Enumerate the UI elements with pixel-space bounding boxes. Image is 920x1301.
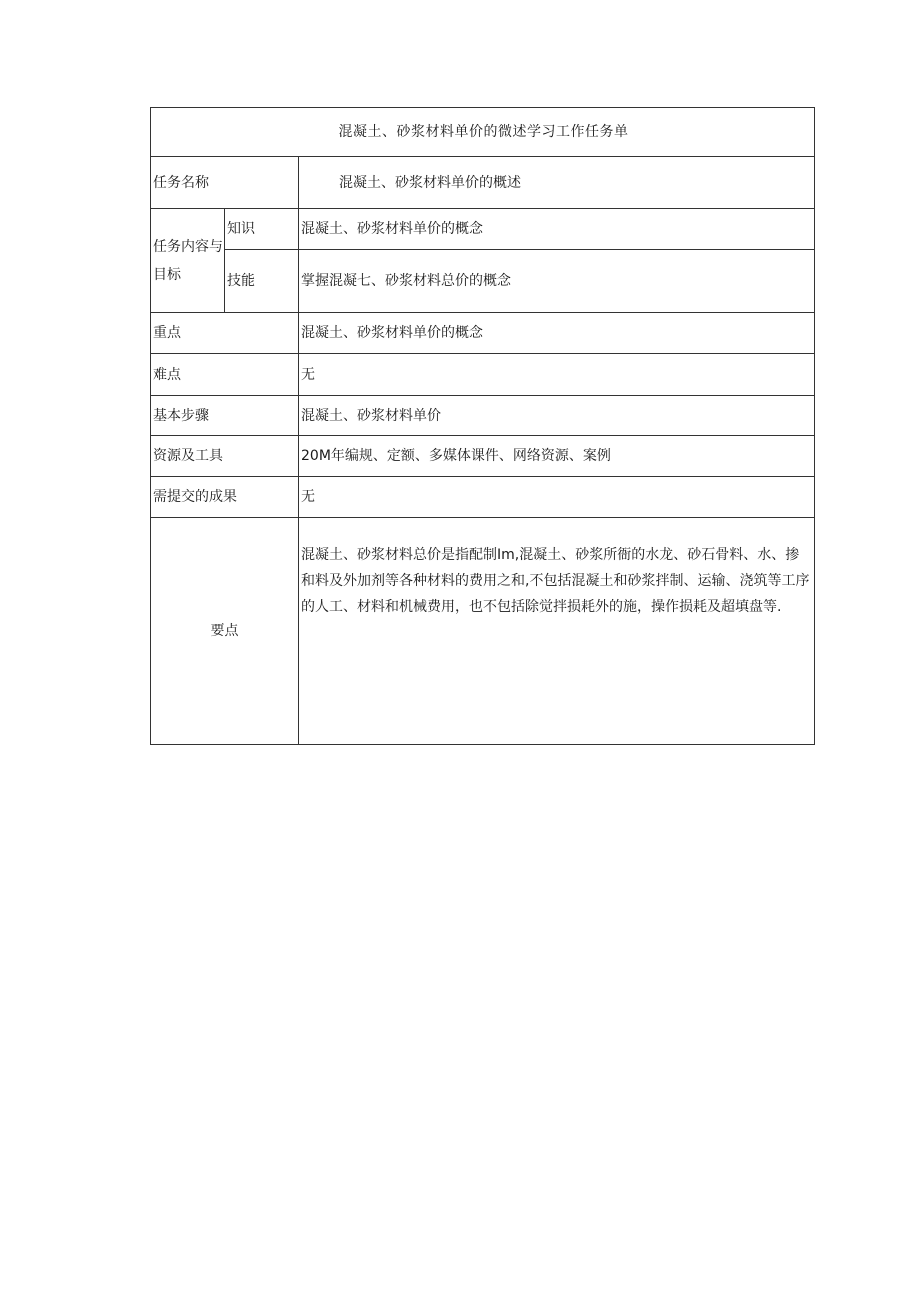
- task-sheet-table: [150, 107, 815, 745]
- skill-value: 掌握混凝七、砂浆材料总价的概念: [299, 250, 815, 313]
- resources-row: [151, 436, 815, 477]
- resources-label: 资源及工具: [151, 436, 299, 477]
- key-point-value: 混凝土、砂浆材料单价的概念: [299, 313, 815, 354]
- difficulty-label: 难点: [151, 354, 299, 396]
- essentials-value: 混凝土、砂浆材料总价是指配制Im,混凝土、砂浆所衙的水龙、砂石骨料、水、掺和料及外加剂等各种材料的费用之和,不包括混凝土和砂浆拌制、运输、浇筑等工序的人工、材料和机械费用，也不包括除觉拌损耗外的施，操作损耗及超填盘等.: [299, 518, 815, 745]
- task-name-label: 任务名称: [151, 157, 299, 209]
- deliverables-label: 需提交的成果: [151, 477, 299, 518]
- key-point-label: 重点: [151, 313, 299, 354]
- knowledge-label: 知识: [225, 209, 299, 250]
- content-goals-label: 任务内容与目标: [151, 209, 225, 313]
- deliverables-value: 无: [299, 477, 815, 518]
- basic-steps-label: 基本步骤: [151, 396, 299, 436]
- difficulty-value: 无: [299, 354, 815, 396]
- basic-steps-row: [151, 396, 815, 436]
- task-name-row: [151, 157, 815, 209]
- difficulty-row: [151, 354, 815, 396]
- skill-label: 技能: [225, 250, 299, 313]
- knowledge-row: [151, 209, 815, 250]
- essentials-row: [151, 518, 815, 745]
- resources-value: 20M年编规、定额、多媒体课件、网络资源、案例: [299, 436, 815, 477]
- task-name-value: 混凝土、砂浆材料单价的概述: [299, 157, 815, 209]
- knowledge-value: 混凝土、砂浆材料单价的概念: [299, 209, 815, 250]
- skill-row: [151, 250, 815, 313]
- deliverables-row: [151, 477, 815, 518]
- basic-steps-value: 混凝土、砂浆材料单价: [299, 396, 815, 436]
- key-point-row: [151, 313, 815, 354]
- essentials-label: 要点: [151, 518, 299, 745]
- document-title: 混凝土、砂浆材料单价的微述学习工作任务单: [151, 108, 815, 157]
- title-row: [151, 108, 815, 157]
